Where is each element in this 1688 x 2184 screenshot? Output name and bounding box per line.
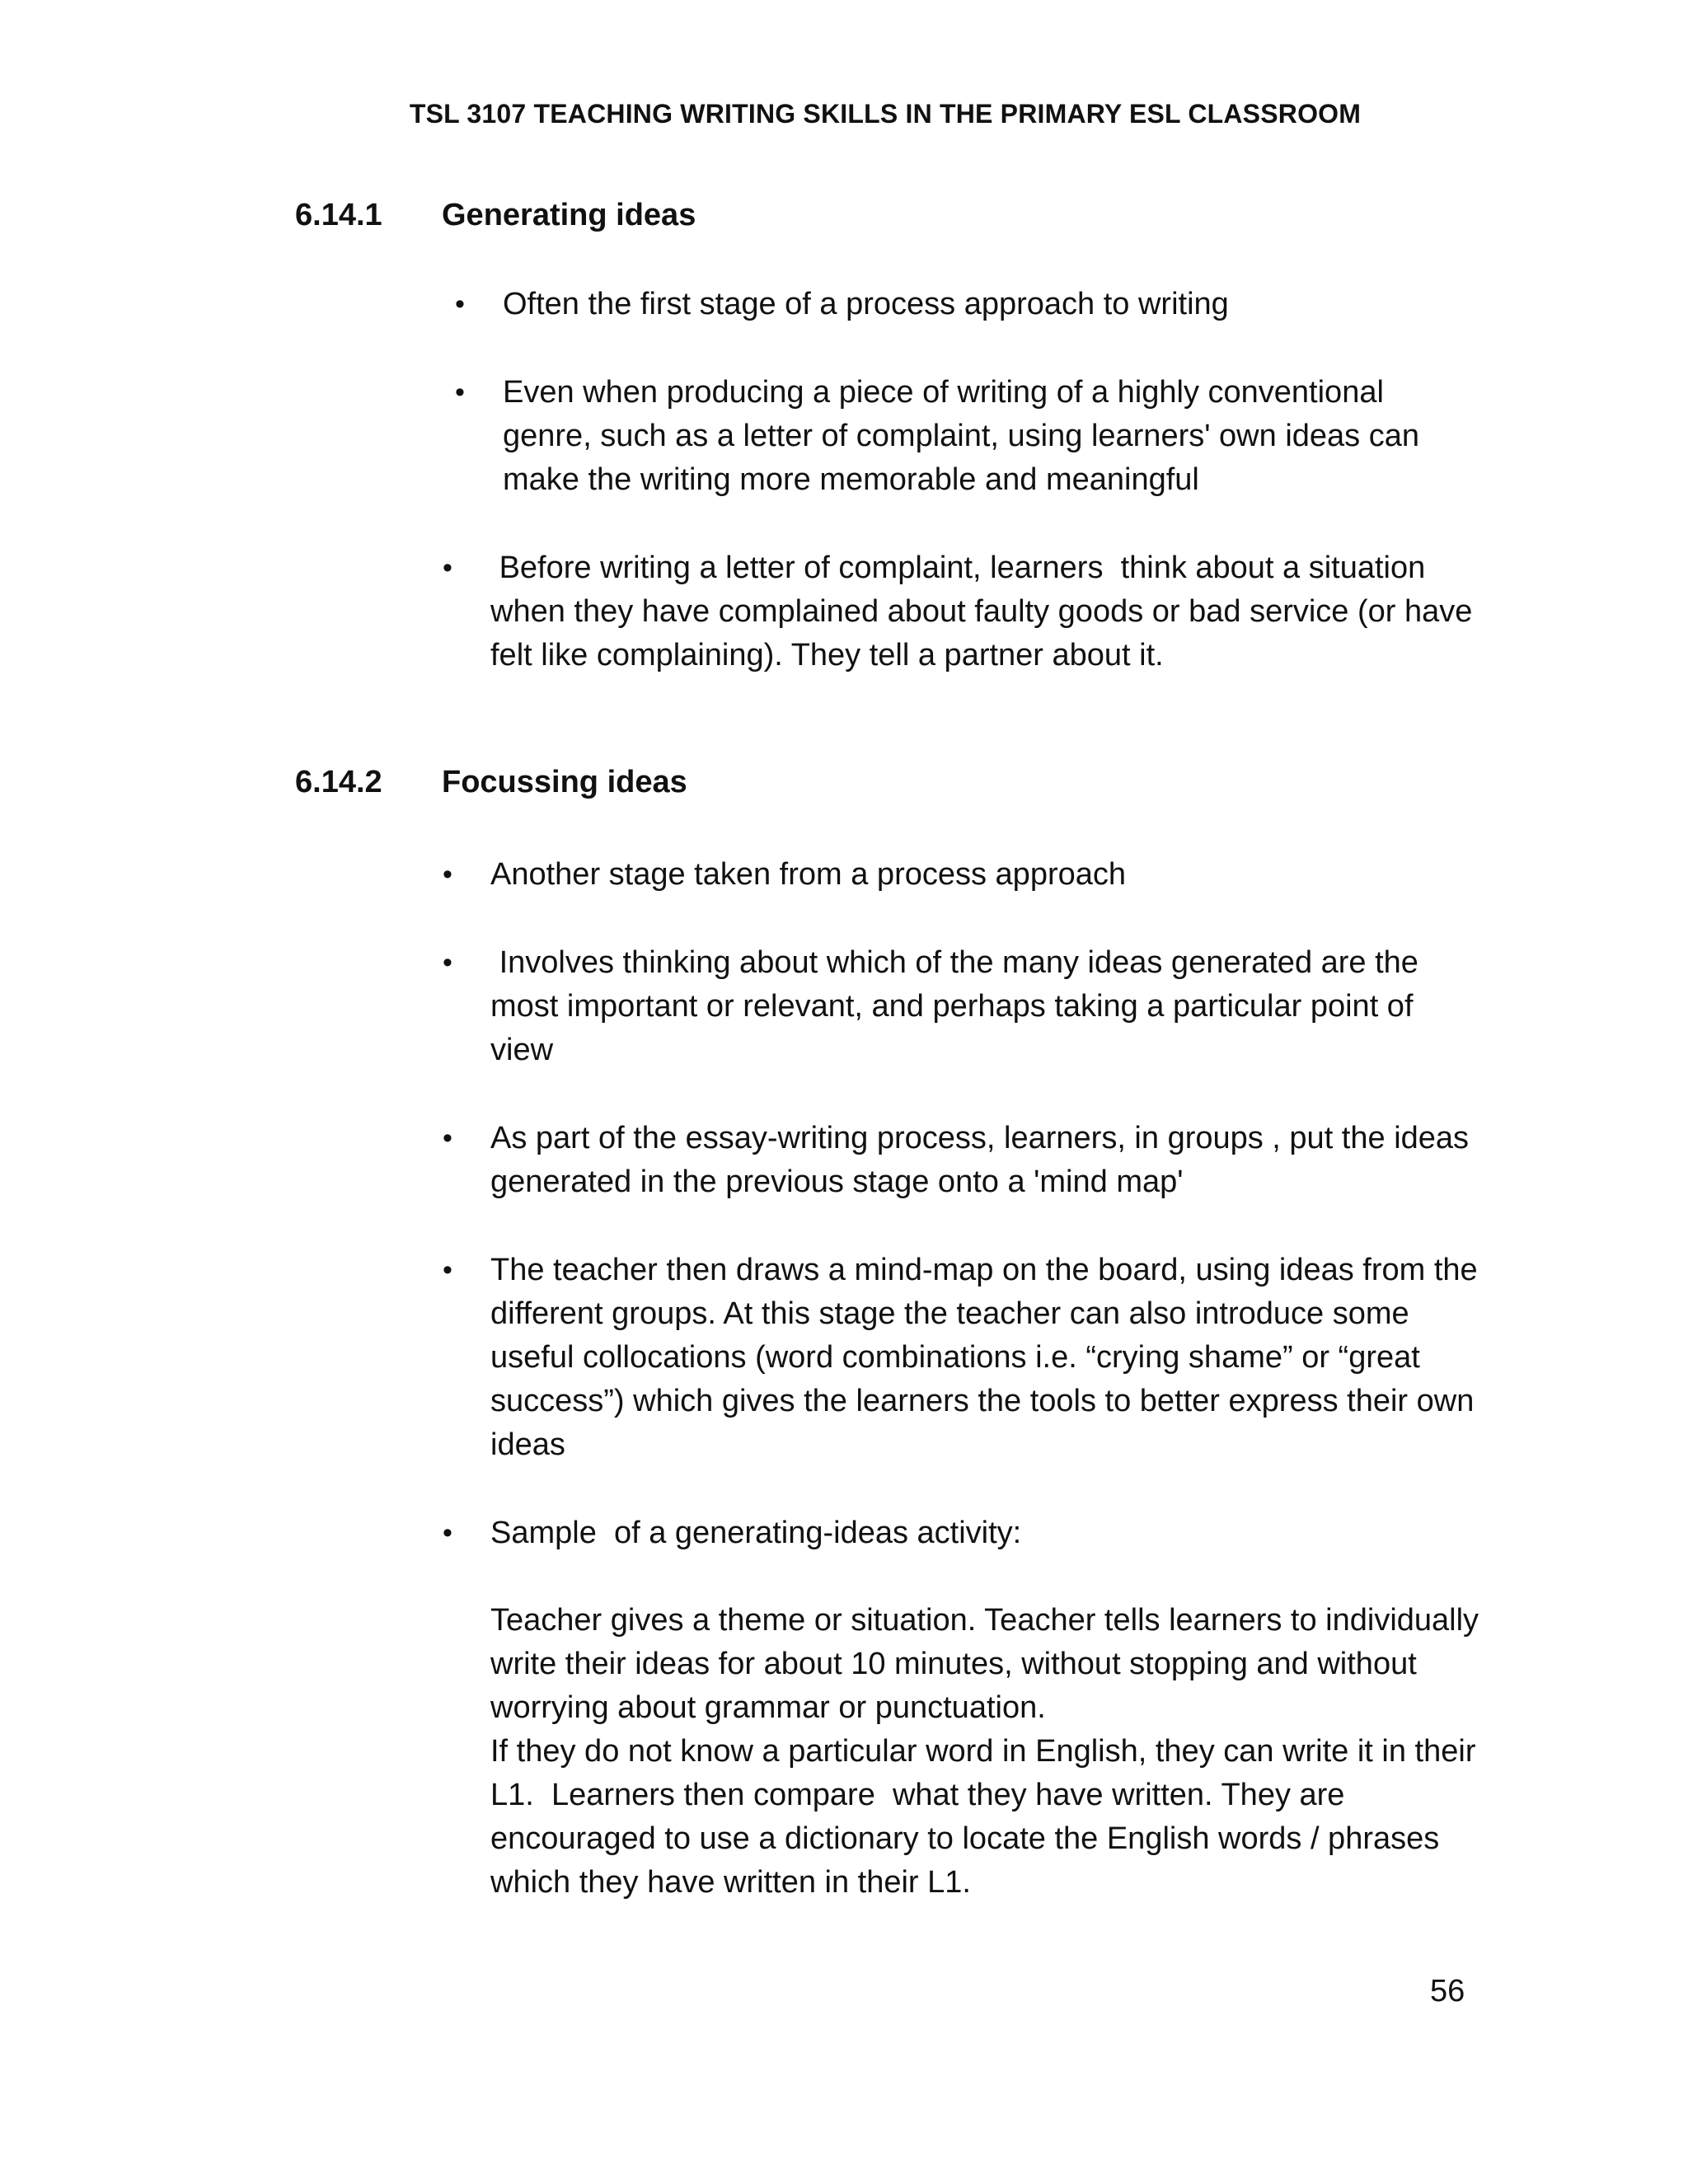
list-item — [443, 1249, 1479, 1467]
sample-activity-paragraph — [490, 1599, 1485, 1905]
bullet-icon: • — [443, 947, 452, 978]
bullet-text: Often the first stage of a process approach to writing — [503, 287, 1229, 321]
list-item — [443, 853, 1479, 897]
bullet-text: The teacher then draws a mind-map on the board, using ideas from the different groups. At this stage the teacher can also introduce some useful collocations (word combinations i.e. “crying shame” or “great success”) which gives the learners the tools to better express their own ideas — [490, 1253, 1478, 1462]
bullet-icon: • — [443, 1254, 452, 1286]
section-number: 6.14.2 — [295, 765, 382, 799]
section-number: 6.14.1 — [295, 198, 382, 232]
section-title: Focussing ideas — [442, 765, 687, 799]
list-item — [443, 546, 1481, 677]
bullet-icon: • — [455, 288, 465, 320]
sample-activity-text: If they do not know a particular word in English, they can write it in their L1. Learners then compare what they have written. They are encouraged to use a dictionary to locate the English words / phrases which they have written in their L1. — [490, 1734, 1485, 1900]
list-item — [455, 371, 1475, 502]
sample-activity-text: Teacher gives a theme or situation. Teacher tells learners to individually write their ideas for about 10 minutes, without stopping and without worrying about grammar or punctuation. — [490, 1603, 1479, 1725]
list-item — [443, 941, 1479, 1072]
section-heading-focussing-ideas — [295, 765, 687, 800]
bullet-icon: • — [443, 859, 452, 890]
focussing-ideas-list — [443, 853, 1485, 1949]
list-item — [455, 283, 1475, 326]
section-title: Generating ideas — [442, 198, 696, 232]
bullet-icon: • — [455, 377, 465, 408]
generating-ideas-list — [443, 283, 1481, 722]
bullet-text: Even when producing a piece of writing of a highly conventional genre, such as a letter of complaint, using learners' own ideas can make the writing more memorable and meaningful — [503, 375, 1419, 497]
bullet-text: Another stage taken from a process approach — [490, 857, 1127, 892]
page-number: 56 — [1430, 1974, 1465, 2008]
bullet-text: As part of the essay-writing process, learners, in groups , put the ideas generated in the previous stage onto a 'mind map' — [490, 1121, 1470, 1199]
bullet-text: Before writing a letter of complaint, learners think about a situation when they have complained about faulty goods or bad service (or have felt like complaining). They tell a partner about it. — [490, 551, 1481, 673]
list-item — [443, 1511, 1485, 1905]
bullet-text: Sample of a generating-ideas activity: — [490, 1516, 1022, 1550]
bullet-icon: • — [443, 1122, 452, 1154]
list-item — [443, 1117, 1479, 1204]
section-heading-generating-ideas — [295, 198, 696, 233]
bullet-icon: • — [443, 1517, 452, 1549]
bullet-icon: • — [443, 552, 452, 583]
bullet-text: Involves thinking about which of the many ideas generated are the most important or relevant, and perhaps taking a particular point of view — [490, 945, 1428, 1067]
running-header: TSL 3107 TEACHING WRITING SKILLS IN THE PRIMARY ESL CLASSROOM — [409, 99, 1362, 129]
